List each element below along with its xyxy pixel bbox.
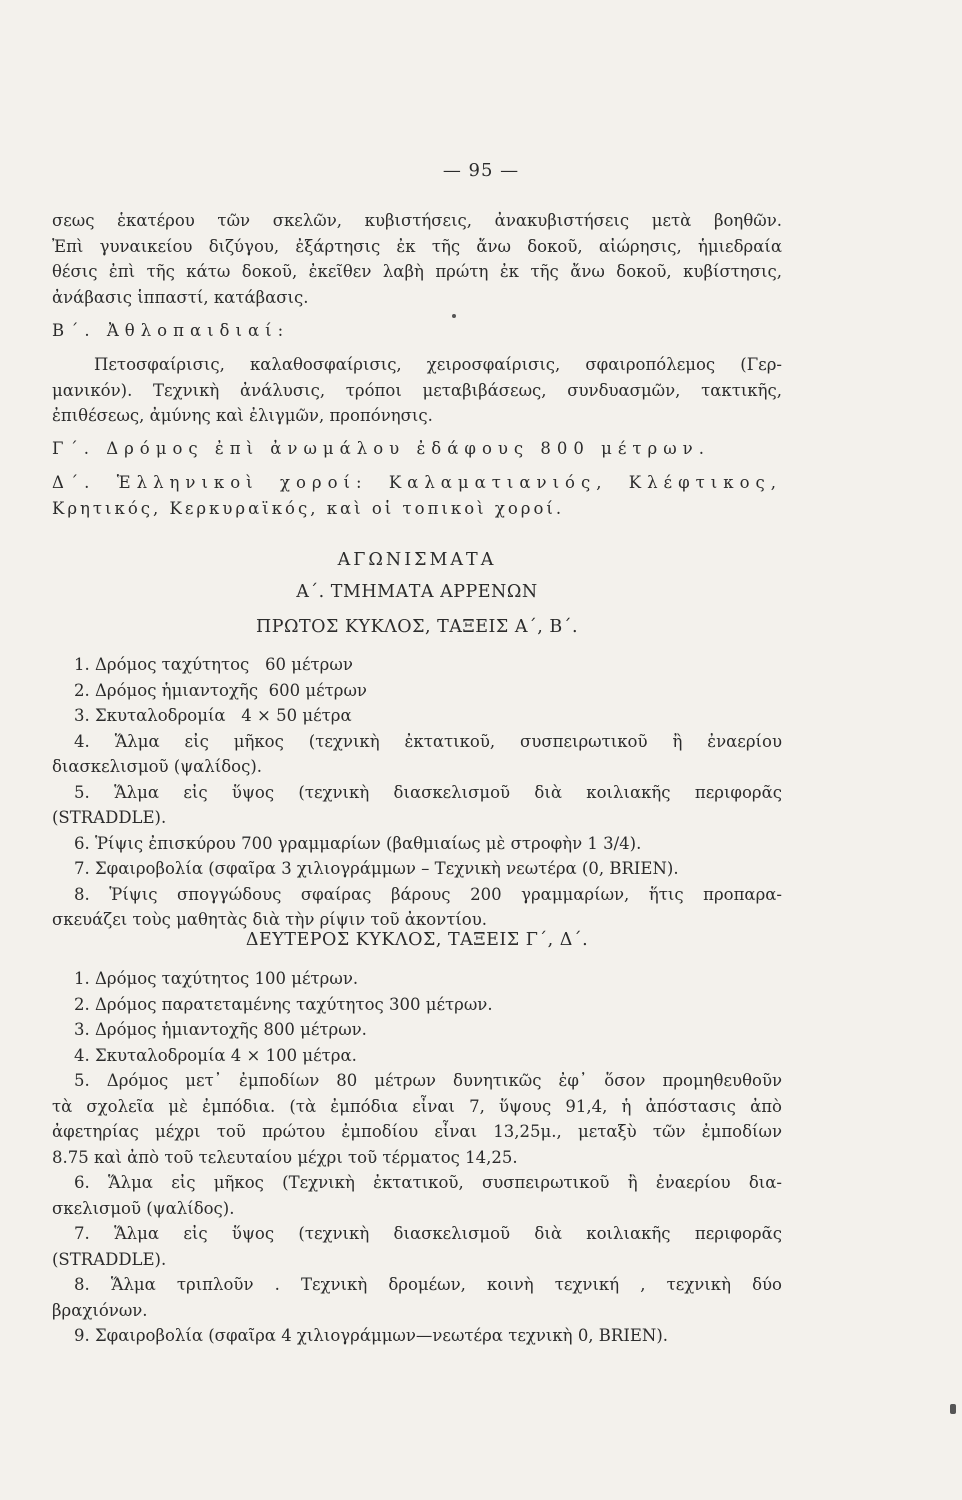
heading-cycle-2-wrap (52, 928, 782, 954)
section-g-line: Γ΄. Δρόμος ἐπὶ ἀνωμάλου ἐδάφους 800 μέτρων. (52, 439, 710, 458)
list-item: 3. Δρόμος ἡμιαντοχῆς 800 μέτρων. (74, 1020, 367, 1039)
text-line: μανικόν). Τεχνικὴ ἀνάλυσις, τρόποι μεταβιβάσεως, συνδυασμῶν, τακτικῆς, (52, 380, 782, 400)
text-line: σεως ἑκατέρου τῶν σκελῶν, κυβιστήσεις, ἀνακυβιστήσεις μετὰ βοηθῶν. (52, 211, 782, 230)
list-item-cont: (STRADDLE). (52, 808, 167, 827)
list-item-cont: 8.75 καὶ ἀπὸ τοῦ τελευταίου μέχρι τοῦ τέρματος 14,25. (52, 1147, 518, 1167)
list-item: 8. Ῥίψις σπογγώδους σφαίρας βάρους 200 γραμμαρίων, ἥτις προπαρα- (74, 884, 782, 904)
text-line: Ἐπὶ γυναικείου διζύγου, ἐξάρτησις ἐκ τῆς ἄνω δοκοῦ, αἰώρησις, ἡμιεδραία (52, 236, 782, 256)
list-item: 1. Δρόμος ταχύτητος 100 μέτρων. (74, 969, 359, 988)
list-item: 1. Δρόμος ταχύτητος 60 μέτρων (74, 655, 353, 674)
section-b (52, 318, 782, 344)
list-item-cont: βραχιόνων. (52, 1300, 148, 1320)
list-item-cont: σκελισμοῦ (ψαλίδος). (52, 1198, 235, 1218)
list-item: 4. Σκυταλοδρομία 4 × 100 μέτρα. (74, 1045, 357, 1065)
list-item: 9. Σφαιροβολία (σφαῖρα 4 χιλιογράμμων—νεωτέρα τεχνικὴ 0, BRIEN). (74, 1326, 669, 1345)
list-item: 3. Σκυταλοδρομία 4 × 50 μέτρα (74, 706, 352, 725)
text-line: θέσις ἐπὶ τῆς κάτω δοκοῦ, ἐκεῖθεν λαβὴ πρώτη ἐκ τῆς ἄνω δοκοῦ, κυβίστησις, (52, 262, 782, 281)
page-number: — 95 — (442, 160, 520, 181)
list-item: 7. Σφαιροβολία (σφαῖρα 3 χιλιογράμμων – Τεχνικὴ νεωτέρα (0, BRIEN). (74, 859, 679, 878)
section-g (52, 436, 782, 462)
section-d-line-2: Κρητικός, Κερκυραϊκός, καὶ οἱ τοπικοὶ χοροί. (52, 498, 565, 518)
list-item: 7. Ἅλμα εἰς ὕψος (τεχνικὴ διασκελισμοῦ διὰ κοιλιακῆς περιφορᾶς (74, 1224, 782, 1243)
list-item: 2. Δρόμος παρατεταμένης ταχύτητος 300 μέτρων. (74, 994, 493, 1014)
heading-agonismata: ΑΓΩΝΙΣΜΑΤΑ (337, 550, 497, 570)
cycle-2-list (52, 966, 782, 1349)
heading-tmimata: Α΄. ΤΜΗΜΑΤΑ ΑΡΡΕΝΩΝ (296, 581, 538, 602)
list-item: 8. Ἅλμα τριπλοῦν . Τεχνικὴ δρομέων, κοινὴ τεχνική , τεχνικὴ δύο (74, 1275, 782, 1294)
ink-speck (452, 314, 456, 318)
section-b-title: Β΄. Ἀθλοπαιδιαί: (52, 321, 290, 340)
heading-cycle-1: ΠΡΩΤΟΣ ΚΥΚΛΟΣ, ΤΑΞΕΙΣ Α΄, Β΄. (255, 617, 579, 637)
heading-cycle-2: ΔΕΥΤΕΡΟΣ ΚΥΚΛΟΣ, ΤΑΞΕΙΣ Γ΄, Δ΄. (245, 930, 589, 950)
list-item: 4. Ἅλμα εἰς μῆκος (τεχνικὴ ἐκτατικοῦ, συσπειρωτικοῦ ἢ ἐναερίου (74, 731, 782, 751)
section-d-line-1: Δ΄. Ἑλληνικοὶ χοροί: Καλαματιανιός, Κλέφτικος, (52, 473, 782, 492)
text-line: ἐπιθέσεως, ἀμύνης καὶ ἐλιγμῶν, προπόνησις. (52, 406, 433, 425)
list-item: 6. Ῥίψις ἐπισκύρου 700 γραμμαρίων (βαθμιαίως μὲ στροφὴν 1 3/4). (74, 833, 642, 853)
list-item-cont: σκευάζει τοὺς μαθητὰς διὰ τὴν ρίψιν τοῦ ἀκοντίου. (52, 910, 488, 929)
text-line: Πετοσφαίρισις, καλαθοσφαίρισις, χειροσφαίρισις, σφαιροπόλεμος (Γερ- (94, 355, 782, 374)
section-b-text (52, 352, 782, 429)
ink-speck (950, 1404, 956, 1414)
list-item: 2. Δρόμος ἡμιαντοχῆς 600 μέτρων (74, 680, 367, 700)
list-item: 6. Ἅλμα εἰς μῆκος (Τεχνικὴ ἐκτατικοῦ, συσπειρωτικοῦ ἢ ἐναερίου δια- (74, 1173, 782, 1192)
text-line: ἀνάβασις ἱππαστί, κατάβασις. (52, 287, 309, 307)
list-item-cont: τὰ σχολεῖα μὲ ἐμπόδια. (τὰ ἐμπόδια εἶναι 7, ὕψους 91,4, ἡ ἀπόστασις ἀπὸ (52, 1096, 782, 1116)
cycle-1-list (52, 652, 782, 933)
list-item-cont: διασκελισμοῦ (ψαλίδος). (52, 757, 263, 776)
list-item: 5. Δρόμος μετ᾽ ἐμποδίων 80 μέτρων δυνητικῶς ἐφ᾽ ὅσον προμηθευθοῦν (74, 1071, 782, 1090)
section-d (52, 470, 782, 521)
list-item-cont: (STRADDLE). (52, 1249, 167, 1269)
headings (52, 548, 782, 641)
list-item-cont: ἀφετηρίας μέχρι τοῦ πρώτου ἐμποδίου εἶναι 13,25μ., μεταξὺ τῶν ἐμποδίων (52, 1122, 782, 1141)
intro-paragraph (52, 208, 782, 310)
list-item: 5. Ἅλμα εἰς ὕψος (τεχνικὴ διασκελισμοῦ διὰ κοιλιακῆς περιφορᾶς (74, 782, 782, 802)
